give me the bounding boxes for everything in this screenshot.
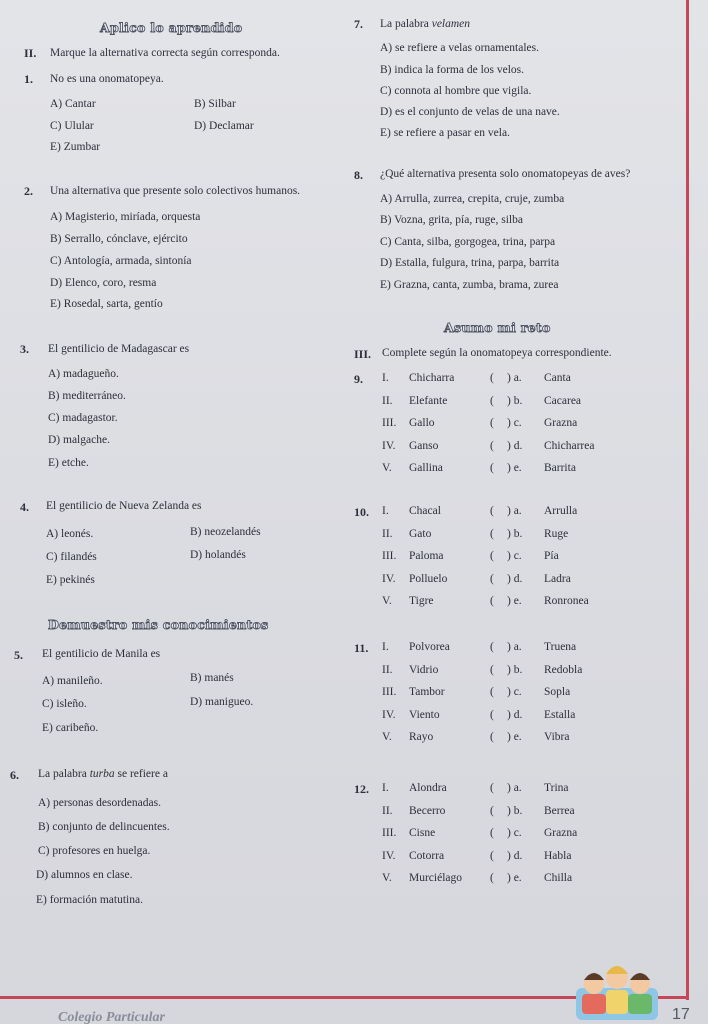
match-roman: V.: [382, 595, 392, 607]
match-letter: ) b.: [507, 527, 523, 540]
match-roman: I.: [382, 372, 389, 384]
option-a[interactable]: A) personas desordenadas.: [38, 797, 161, 809]
question-number: 2.: [24, 184, 33, 198]
answer-blank[interactable]: (: [490, 527, 494, 540]
option-b[interactable]: B) Vozna, grita, pía, ruge, silba: [380, 214, 523, 226]
question-stem: La palabra turba se refiere a: [38, 768, 168, 780]
match-sound: Sopla: [544, 686, 571, 698]
match-sound: Estalla: [544, 708, 576, 721]
match-item: Cisne: [409, 827, 436, 839]
option-d[interactable]: D) malgache.: [48, 434, 110, 446]
option-b[interactable]: B) neozelandés: [190, 526, 261, 538]
option-c[interactable]: C) connota al hombre que vigila.: [380, 85, 532, 97]
match-item: Murciélago: [409, 872, 463, 884]
option-c[interactable]: C) profesores en huelga.: [38, 845, 151, 857]
match-roman: I.: [382, 641, 389, 653]
question-number: 8.: [354, 168, 363, 182]
match-item: Polvorea: [409, 641, 450, 653]
answer-blank[interactable]: (: [490, 686, 494, 698]
match-roman: II.: [382, 663, 393, 676]
match-letter: ) e.: [507, 462, 522, 474]
option-a[interactable]: A) se refiere a velas ornamentales.: [380, 42, 540, 54]
answer-blank[interactable]: (: [490, 439, 494, 452]
match-item: Elefante: [409, 394, 448, 407]
match-sound: Vibra: [544, 731, 570, 743]
match-item: Alondra: [409, 782, 447, 794]
question-stem: El gentilicio de Manila es: [42, 648, 161, 660]
option-b[interactable]: B) conjunto de delincuentes.: [38, 821, 170, 833]
match-letter: ) d.: [507, 439, 523, 452]
match-item: Ganso: [409, 439, 439, 452]
match-item: Becerro: [409, 804, 446, 817]
option-c[interactable]: C) Antología, armada, sintonía: [50, 255, 192, 267]
right-border: [686, 0, 689, 1000]
option-c[interactable]: C) filandés: [46, 551, 97, 563]
mascot-illustration: [572, 958, 662, 1020]
answer-blank[interactable]: (: [490, 595, 494, 607]
answer-blank[interactable]: (: [490, 827, 494, 839]
option-e[interactable]: E) Rosedal, sarta, gentío: [50, 298, 163, 310]
option-e[interactable]: E) se refiere a pasar en vela.: [380, 127, 510, 139]
question-stem: La palabra velamen: [380, 18, 471, 30]
match-item: Rayo: [409, 731, 434, 743]
match-roman: II.: [382, 527, 393, 540]
option-b[interactable]: B) Serrallo, cónclave, ejército: [50, 233, 188, 245]
option-d[interactable]: D) Declamar: [194, 120, 254, 132]
option-d[interactable]: D) Estalla, fulgura, trina, parpa, barrita: [380, 257, 560, 269]
option-d[interactable]: D) holandés: [190, 549, 246, 561]
section-title-demuestro: Demuestro mis conocimientos: [48, 617, 269, 632]
match-letter: ) e.: [507, 595, 522, 607]
option-d[interactable]: D) alumnos en clase.: [36, 869, 133, 881]
option-e[interactable]: E) etche.: [48, 457, 89, 469]
match-letter: ) a.: [507, 641, 522, 653]
match-letter: ) e.: [507, 872, 522, 884]
option-b[interactable]: B) manés: [190, 672, 234, 684]
option-e[interactable]: E) pekinés: [46, 574, 95, 586]
answer-blank[interactable]: (: [490, 394, 494, 407]
question-number: 9.: [354, 372, 363, 386]
option-e[interactable]: E) formación matutina.: [36, 894, 143, 906]
option-a[interactable]: A) Magisterio, miríada, orquesta: [50, 211, 201, 223]
match-item: Gato: [409, 527, 432, 540]
match-sound: Truena: [544, 641, 577, 653]
option-e[interactable]: E) Zumbar: [50, 141, 101, 153]
match-letter: ) b.: [507, 663, 523, 676]
match-roman: III.: [382, 827, 397, 839]
match-sound: Berrea: [544, 804, 575, 817]
answer-blank[interactable]: (: [490, 505, 494, 517]
option-c[interactable]: C) Ulular: [50, 120, 94, 132]
school-name: Colegio Particular: [58, 1010, 165, 1024]
answer-blank[interactable]: (: [490, 372, 494, 384]
match-sound: Chicharrea: [544, 439, 595, 452]
question-number: 3.: [20, 342, 29, 356]
option-a[interactable]: A) madagueño.: [48, 368, 119, 380]
match-sound: Ronronea: [544, 595, 589, 607]
section-title-asumo: Asumo mi reto: [444, 320, 551, 335]
answer-blank[interactable]: (: [490, 708, 494, 721]
question-stem: Una alternativa que presente solo colectivos humanos.: [50, 185, 301, 197]
question-stem: ¿Qué alternativa presenta solo onomatopeyas de aves?: [380, 168, 631, 180]
match-letter: ) c.: [507, 686, 522, 698]
match-letter: ) b.: [507, 394, 523, 407]
option-a[interactable]: A) Arrulla, zurrea, crepita, cruje, zumba: [380, 193, 565, 205]
option-c[interactable]: C) isleño.: [42, 698, 87, 710]
option-d[interactable]: D) es el conjunto de velas de una nave.: [380, 106, 560, 118]
part-instruction: Marque la alternativa correcta según corresponda.: [50, 47, 280, 59]
match-letter: ) c.: [507, 827, 522, 839]
match-letter: ) b.: [507, 804, 523, 817]
match-roman: III.: [382, 417, 397, 429]
match-item: Tambor: [409, 686, 445, 698]
question-stem: El gentilicio de Nueva Zelanda es: [46, 500, 202, 512]
question-number: 1.: [24, 72, 33, 86]
question-number: 7.: [354, 17, 363, 31]
match-roman: V.: [382, 731, 392, 743]
match-sound: Redobla: [544, 663, 583, 676]
question-number: 11.: [354, 641, 369, 655]
match-roman: V.: [382, 872, 392, 884]
answer-blank[interactable]: (: [490, 804, 494, 817]
match-letter: ) c.: [507, 417, 522, 429]
option-b[interactable]: B) Silbar: [194, 98, 236, 110]
match-sound: Ruge: [544, 527, 569, 540]
answer-blank[interactable]: (: [490, 849, 494, 862]
match-sound: Chilla: [544, 872, 573, 884]
match-roman: III.: [382, 550, 397, 562]
match-item: Tigre: [409, 595, 434, 607]
match-letter: ) a.: [507, 505, 522, 517]
match-letter: ) c.: [507, 550, 522, 562]
match-letter: ) d.: [507, 849, 523, 862]
option-e[interactable]: E) Grazna, canta, zumba, brama, zurea: [380, 279, 559, 291]
match-sound: Pía: [544, 550, 559, 562]
part-number: III.: [354, 347, 372, 361]
match-roman: IV.: [382, 572, 396, 585]
question-stem: No es una onomatopeya.: [50, 73, 164, 85]
match-letter: ) a.: [507, 372, 522, 384]
question-number: 10.: [354, 505, 369, 519]
match-sound: Habla: [544, 849, 572, 862]
option-c[interactable]: C) madagastor.: [48, 412, 118, 424]
option-d[interactable]: D) manigueo.: [190, 696, 254, 708]
page-number: 17: [672, 1006, 690, 1023]
answer-blank[interactable]: (: [490, 462, 494, 474]
match-roman: II.: [382, 394, 393, 407]
match-sound: Grazna: [544, 827, 578, 839]
option-a[interactable]: A) leonés.: [46, 528, 94, 540]
match-letter: ) d.: [507, 572, 523, 585]
answer-blank[interactable]: (: [490, 572, 494, 585]
match-roman: V.: [382, 462, 392, 474]
answer-blank[interactable]: (: [490, 782, 494, 794]
match-roman: IV.: [382, 439, 396, 452]
part-number: II.: [24, 46, 37, 60]
option-d[interactable]: D) Elenco, coro, resma: [50, 277, 157, 289]
match-roman: II.: [382, 804, 393, 817]
answer-blank[interactable]: (: [490, 663, 494, 676]
question-number: 4.: [20, 500, 29, 514]
answer-blank[interactable]: (: [490, 550, 494, 562]
section-title-aplico: Aplico lo aprendido: [100, 20, 243, 35]
match-sound: Trina: [544, 782, 569, 794]
option-a[interactable]: A) Cantar: [50, 98, 96, 110]
option-b[interactable]: B) indica la forma de los velos.: [380, 64, 525, 76]
match-roman: IV.: [382, 708, 396, 721]
option-e[interactable]: E) caribeño.: [42, 722, 99, 734]
match-item: Paloma: [409, 550, 444, 562]
match-item: Gallina: [409, 462, 443, 474]
question-number: 5.: [14, 648, 23, 662]
match-letter: ) e.: [507, 731, 522, 743]
match-sound: Barrita: [544, 462, 576, 474]
part-instruction: Complete según la onomatopeya correspondiente.: [382, 347, 612, 359]
match-roman: III.: [382, 686, 397, 698]
answer-blank[interactable]: (: [490, 417, 494, 429]
question-number: 6.: [10, 768, 19, 782]
match-sound: Ladra: [544, 572, 571, 585]
match-sound: Cacarea: [544, 394, 582, 407]
option-c[interactable]: C) Canta, silba, gorgogea, trina, parpa: [380, 236, 556, 248]
match-roman: I.: [382, 782, 389, 794]
match-roman: IV.: [382, 849, 396, 862]
match-roman: I.: [382, 505, 389, 517]
match-item: Polluelo: [409, 572, 448, 585]
match-item: Chicharra: [409, 372, 455, 384]
option-a[interactable]: A) manileño.: [42, 675, 103, 687]
answer-blank[interactable]: (: [490, 641, 494, 653]
match-sound: Grazna: [544, 417, 578, 429]
question-number: 12.: [354, 782, 369, 796]
match-item: Gallo: [409, 417, 435, 429]
match-item: Chacal: [409, 505, 441, 517]
match-letter: ) a.: [507, 782, 522, 794]
match-item: Cotorra: [409, 849, 445, 862]
match-sound: Arrulla: [544, 505, 578, 517]
option-b[interactable]: B) mediterráneo.: [48, 390, 126, 402]
question-stem: El gentilicio de Madagascar es: [48, 343, 190, 355]
match-item: Viento: [409, 708, 440, 721]
answer-blank[interactable]: (: [490, 731, 494, 743]
match-letter: ) d.: [507, 708, 523, 721]
match-item: Vidrio: [409, 663, 439, 676]
match-sound: Canta: [544, 372, 571, 384]
answer-blank[interactable]: (: [490, 872, 494, 884]
